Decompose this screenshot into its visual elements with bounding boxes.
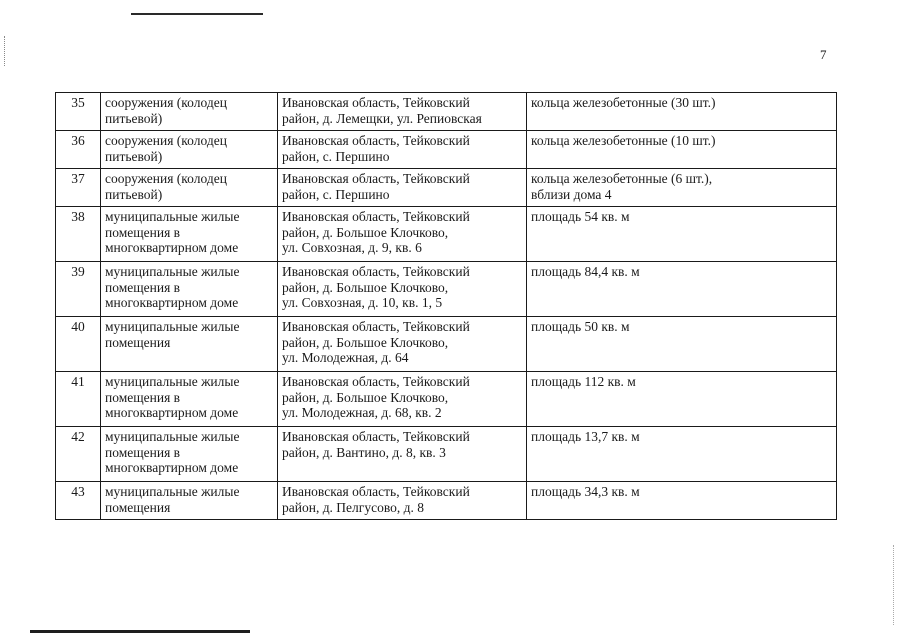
row-number: 43 <box>56 482 101 520</box>
object-address: Ивановская область, Тейковский район, с. Першино <box>278 131 527 169</box>
table-row <box>56 169 837 207</box>
object-description: кольца железобетонные (6 шт.), вблизи дома 4 <box>527 169 837 207</box>
object-description: площадь 34,3 кв. м <box>527 482 837 520</box>
table-row <box>56 427 837 482</box>
property-registry-table <box>55 92 837 520</box>
table-row <box>56 131 837 169</box>
row-number: 42 <box>56 427 101 482</box>
scan-artifact-right-edge <box>893 545 895 625</box>
table-row <box>56 93 837 131</box>
object-name: муниципальные жилые помещения <box>101 317 278 372</box>
object-name: муниципальные жилые помещения <box>101 482 278 520</box>
scan-artifact-line-top <box>131 13 263 15</box>
object-name: сооружения (колодец питьевой) <box>101 131 278 169</box>
row-number: 38 <box>56 207 101 262</box>
object-address: Ивановская область, Тейковский район, с. Першино <box>278 169 527 207</box>
object-description: площадь 84,4 кв. м <box>527 262 837 317</box>
table-row <box>56 317 837 372</box>
object-description: площадь 50 кв. м <box>527 317 837 372</box>
object-address: Ивановская область, Тейковский район, д. Большое Клочково, ул. Молодежная, д. 64 <box>278 317 527 372</box>
row-number: 37 <box>56 169 101 207</box>
object-description: кольца железобетонные (10 шт.) <box>527 131 837 169</box>
scan-artifact-line-bottom <box>30 630 250 633</box>
page-number: 7 <box>820 47 827 62</box>
object-name: муниципальные жилые помещения в многоквартирном доме <box>101 372 278 427</box>
table-row <box>56 262 837 317</box>
row-number: 35 <box>56 93 101 131</box>
scan-artifact-margin <box>4 36 11 66</box>
object-address: Ивановская область, Тейковский район, д. Большое Клочково, ул. Молодежная, д. 68, кв. 2 <box>278 372 527 427</box>
object-address: Ивановская область, Тейковский район, д. Большое Клочково, ул. Совхозная, д. 9, кв. 6 <box>278 207 527 262</box>
table-row <box>56 207 837 262</box>
object-address: Ивановская область, Тейковский район, д. Пелгусово, д. 8 <box>278 482 527 520</box>
object-description: площадь 54 кв. м <box>527 207 837 262</box>
row-number: 39 <box>56 262 101 317</box>
object-description: площадь 112 кв. м <box>527 372 837 427</box>
object-description: кольца железобетонные (30 шт.) <box>527 93 837 131</box>
object-description: площадь 13,7 кв. м <box>527 427 837 482</box>
object-name: муниципальные жилые помещения в многоквартирном доме <box>101 207 278 262</box>
object-address: Ивановская область, Тейковский район, д. Лемещки, ул. Репиовская <box>278 93 527 131</box>
object-name: сооружения (колодец питьевой) <box>101 93 278 131</box>
object-address: Ивановская область, Тейковский район, д. Вантино, д. 8, кв. 3 <box>278 427 527 482</box>
row-number: 36 <box>56 131 101 169</box>
row-number: 40 <box>56 317 101 372</box>
table-row <box>56 372 837 427</box>
object-address: Ивановская область, Тейковский район, д. Большое Клочково, ул. Совхозная, д. 10, кв. 1, 5 <box>278 262 527 317</box>
row-number: 41 <box>56 372 101 427</box>
object-name: муниципальные жилые помещения в многоквартирном доме <box>101 262 278 317</box>
object-name: муниципальные жилые помещения в многоквартирном доме <box>101 427 278 482</box>
table-row <box>56 482 837 520</box>
object-name: сооружения (колодец питьевой) <box>101 169 278 207</box>
